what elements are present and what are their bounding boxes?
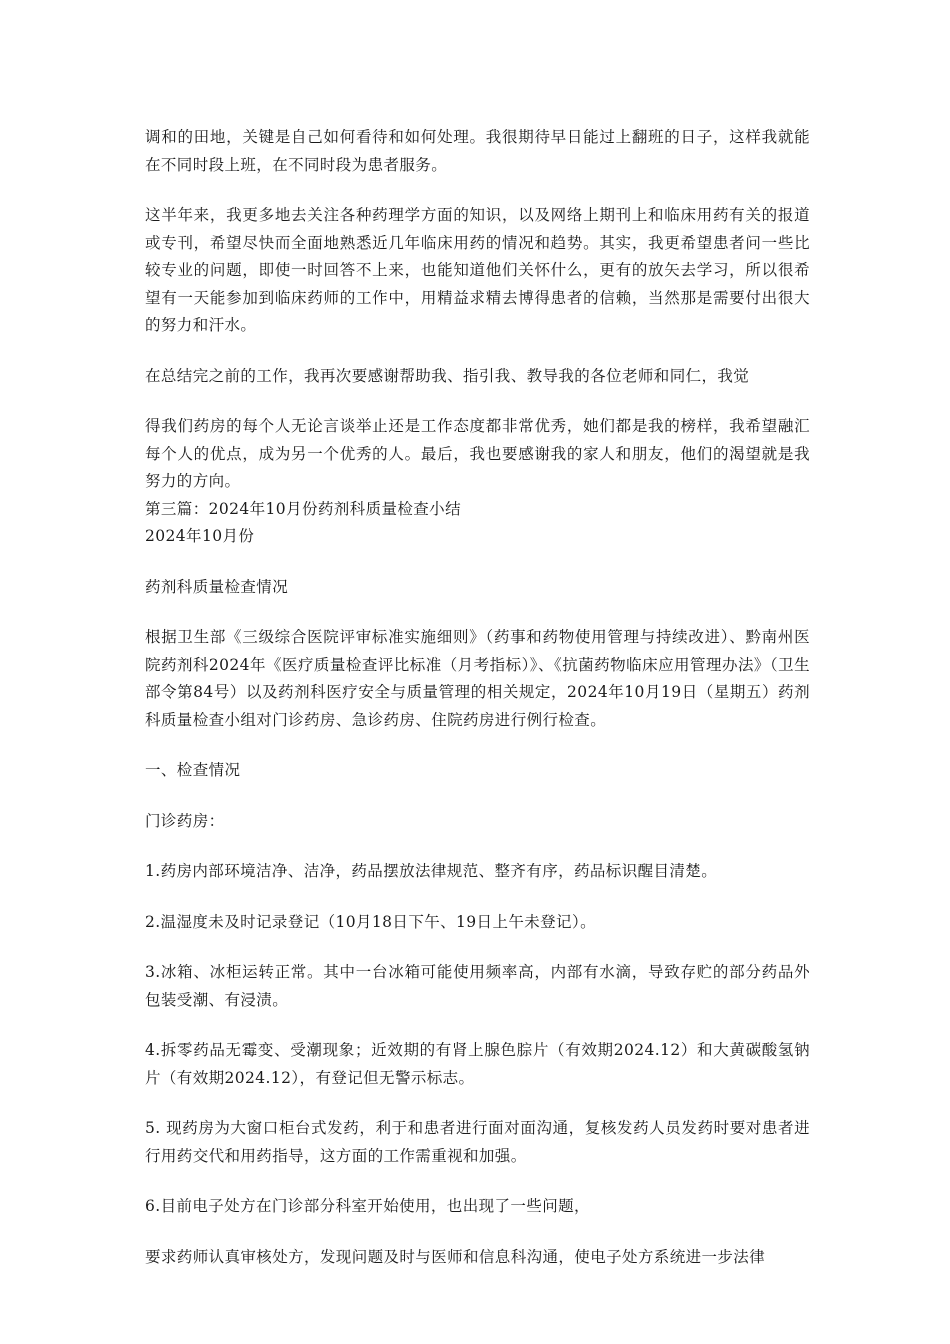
list-item: 3.冰箱、冰柜运转正常。其中一台冰箱可能使用频率高，内部有水滴，导致存贮的部分药品外包装受潮、有浸渍。 (145, 963, 810, 1009)
paragraph: 得我们药房的每个人无论言谈举止还是工作态度都非常优秀，她们都是我的榜样，我希望融汇每个人的优点，成为另一个优秀的人。最后，我也要感谢我的家人和朋友，他们的渴望就是我努力的方向。 (145, 417, 810, 490)
document-subtitle: 药剂科质量检查情况 (145, 577, 289, 596)
section-heading: 第三篇：2024年10月份药剂科质量检查小结 (145, 499, 461, 518)
document-page (145, 124, 810, 1271)
paragraph: 根据卫生部《三级综合医院评审标准实施细则》（药事和药物使用管理与持续改进）、黔南州医院药剂科2024年《医疗质量检查评比标准（月考指标）》、《抗菌药物临床应用管理办法》（卫生部令第84号）以及药剂科医疗安全与质量管理的相关规定，2024年10月19日（星期五）药剂科质量检查小组对门诊药房、急诊药房、住院药房进行例行检查。 (145, 628, 810, 729)
section-heading: 一、检查情况 (145, 761, 241, 779)
list-item: 6.目前电子处方在门诊部分科室开始使用，也出现了一些问题， (145, 1197, 590, 1215)
list-item: 5. 现药房为大窗口柜台式发药，利于和患者进行面对面沟通，复核发药人员发药时要对患者进行用药交代和用药指导，这方面的工作需重视和加强。 (145, 1119, 810, 1165)
list-item: 1.药房内部环境洁净、洁净，药品摆放法律规范、整齐有序，药品标识醒目清楚。 (145, 862, 718, 880)
paragraph: 调和的田地，关键是自己如何看待和如何处理。我很期待早日能过上翻班的日子，这样我就能在不同时段上班，在不同时段为患者服务。 (145, 128, 810, 174)
list-item: 2.温湿度未及时记录登记（10月18日下午、19日上午未登记）。 (145, 912, 597, 931)
paragraph: 在总结完之前的工作，我再次要感谢帮助我、指引我、教导我的各位老师和同仁，我觉 (145, 366, 750, 385)
document-date: 2024年10月份 (145, 527, 255, 545)
subsection-heading: 门诊药房： (145, 811, 225, 830)
list-item: 4.拆零药品无霉变、受潮现象；近效期的有肾上腺色腙片（有效期2024.12）和大黄碳酸氢钠片（有效期2024.12），有登记但无警示标志。 (145, 1041, 810, 1087)
paragraph: 这半年来，我更多地去关注各种药理学方面的知识，以及网络上期刊上和临床用药有关的报道或专刊，希望尽快而全面地熟悉近几年临床用药的情况和趋势。其实，我更希望患者问一些比较专业的问题，即使一时回答不上来，也能知道他们关怀什么，更有的放矢去学习，所以很希望有一天能参加到临床药师的工作中，用精益求精去博得患者的信赖，当然那是需要付出很大的努力和汗水。 (145, 206, 810, 334)
paragraph: 要求药师认真审核处方，发现问题及时与医师和信息科沟通，使电子处方系统进一步法律 (145, 1247, 766, 1266)
